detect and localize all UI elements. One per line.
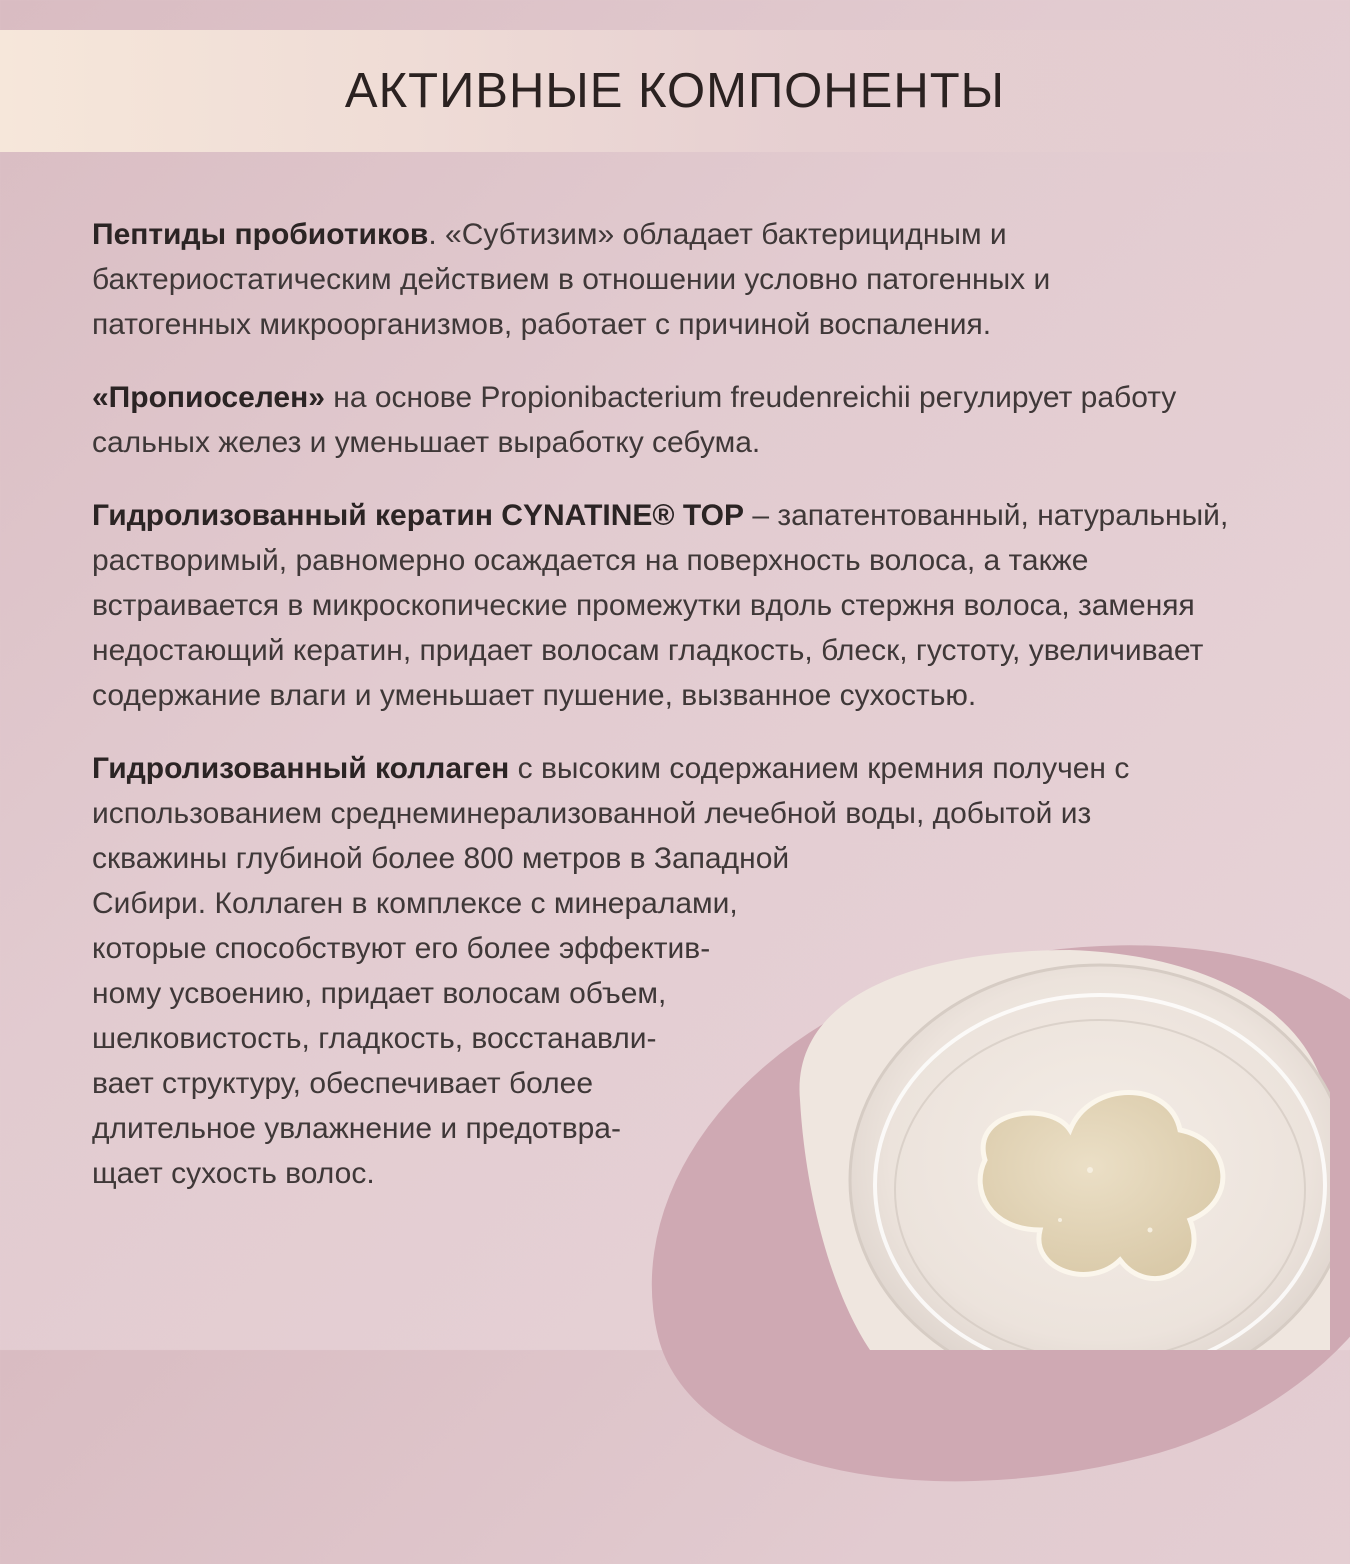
text-line: вает структуру, обеспечивает более — [92, 1067, 594, 1100]
collagen-continued — [92, 836, 1272, 1196]
text-line: шелковистость, гладкость, восстанавли- — [92, 1022, 657, 1055]
ingredient-description: . «Субтизим» обладает бактерицидным и бактериостатическим действием в отношении условно патогенных и патогенных микроорганизмов, работает с причиной воспаления. — [92, 218, 1051, 341]
text-line: длительное увлажнение и предотвра- — [92, 1112, 621, 1145]
ingredient-name: «Пропиоселен» — [92, 381, 325, 414]
page-title: АКТИВНЫЕ КОМПОНЕНТЫ — [344, 64, 1006, 118]
text-line: Сибири. Коллаген в комплексе с минералами, — [92, 887, 738, 920]
paragraph-collagen — [92, 746, 1267, 836]
ingredient-name: Гидролизованный коллаген — [92, 752, 510, 785]
ingredient-name: Гидролизованный кератин CYNATINE® TOP — [92, 499, 744, 532]
paragraph-propioselen — [92, 375, 1232, 465]
ingredient-description: на основе Propionibacterium freudenreichii регулирует работу сальных желез и уменьшает выработку себума. — [92, 381, 1177, 459]
text-line: ному усвоению, придает волосам объем, — [92, 977, 667, 1010]
ingredients-text — [92, 212, 1272, 1196]
ingredient-description: с высоким содержанием кремния получен с использованием среднеминерализованной лечебной воды, добытой из — [92, 752, 1130, 830]
ingredient-description: – запатентованный, натуральный, растворимый, равномерно осаждается на поверхность волоса, а также встраивается в микроскопические промежутки вдоль стержня волоса, заменяя недостающий кератин, придает волосам гладкость, блеск, густоту, увеличивает содержание влаги и уменьшает пушение, вызванное сухостью. — [92, 499, 1229, 712]
text-line: которые способствуют его более эффектив- — [92, 932, 711, 965]
title-banner — [0, 30, 1350, 152]
ingredient-name: Пептиды пробиотиков — [92, 218, 429, 251]
text-line: скважины глубиной более 800 метров в Западной — [92, 842, 790, 875]
paragraph-probiotic-peptides — [92, 212, 1212, 347]
text-line: щает сухость волос. — [92, 1157, 375, 1190]
paragraph-keratin — [92, 493, 1232, 718]
